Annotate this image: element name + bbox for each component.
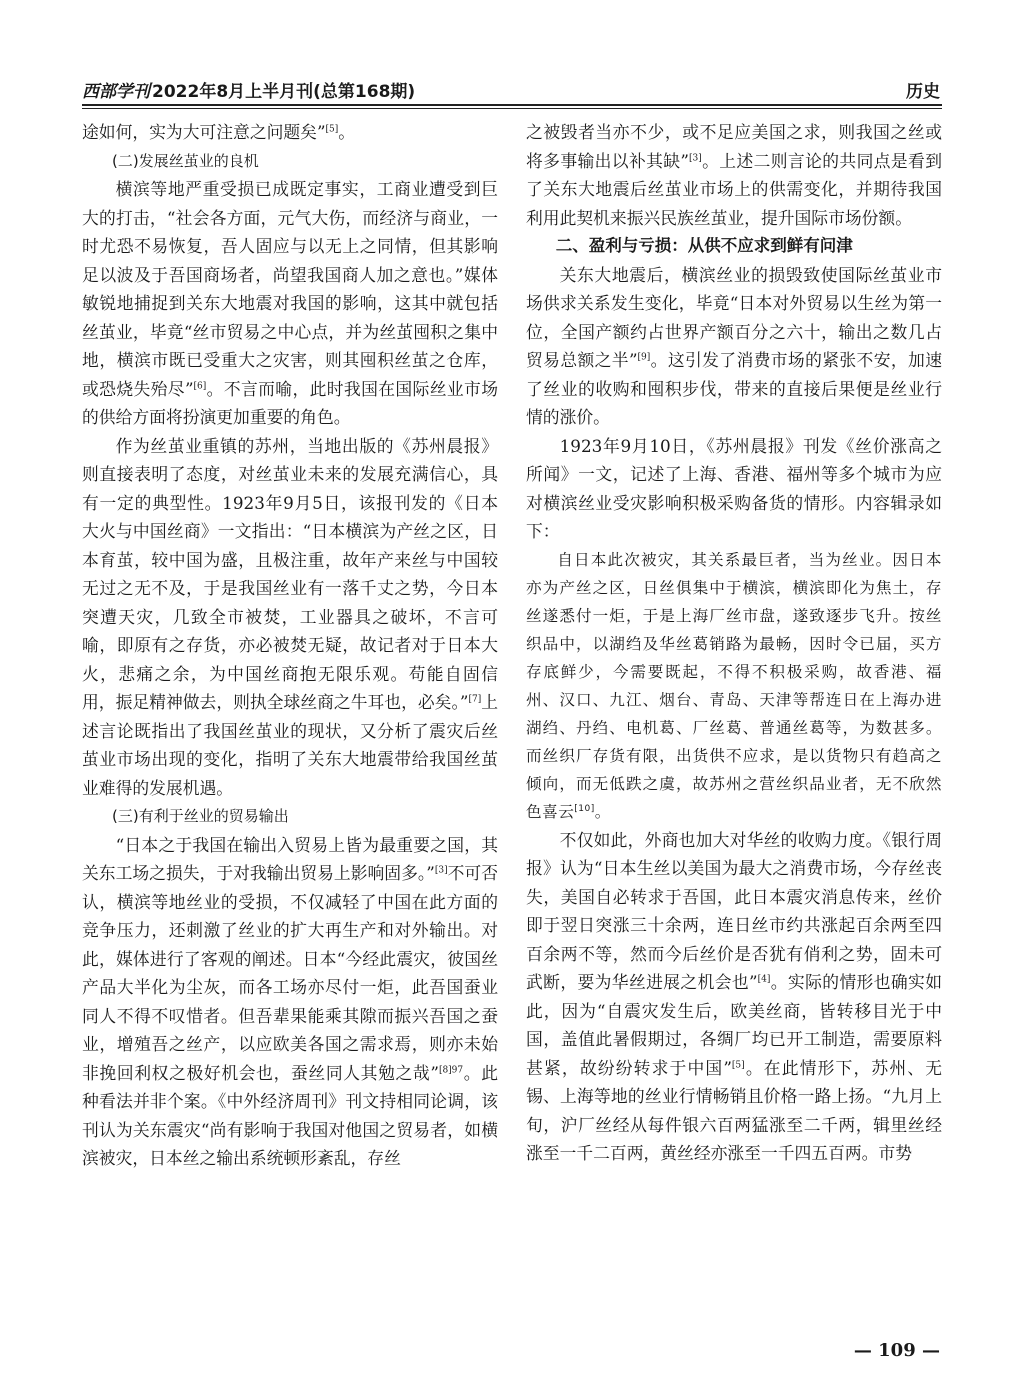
paragraph: 途如何，实为大可注意之问题矣”[5]。 <box>82 122 356 142</box>
section-heading: 二、盈利与亏损：从供不应求到鲜有问津 <box>555 236 853 255</box>
paragraph: 之被毁者当亦不少，或不足应美国之求，则我国之丝或将多事输出以补其缺”[3]。上述二则言论的共同点是看到了关东大地震后丝茧业市场上的供需变化，并期待我国利用此契机来振兴民族丝茧业，提升国际市场份额。 <box>526 122 942 228</box>
citation: [10] <box>574 803 595 814</box>
citation: [9] <box>637 352 651 363</box>
section-name: 历史 <box>906 82 940 102</box>
paragraph: 1923年9月10日，《苏州晨报》刊发《丝价涨高之所闻》一文，记述了上海、香港、福州等多个城市为应对横滨丝业受灾影响积极采购备货的情形。内容辑录如下： <box>526 435 942 541</box>
paragraph: 作为丝茧业重镇的苏州，当地出版的《苏州晨报》则直接表明了态度，对丝茧业未来的发展充满信心，具有一定的典型性。1923年9月5日，该报刊发的《日本大火与中国丝商》一文指出：“日本横滨为产丝之区，日本育茧，较中国为盛，且极注重，故年产来丝与中国较无过之无不及，于是我国丝业有一落千丈之势，今日本突遭天灾，几致全市被焚，工业器具之破坏，不言可喻，即原有之存货，亦必被焚无疑，故记者对于日本大火，悲痛之余，为中国丝商抱无限乐观。苟能自固信用，振足精神做去，则执全球丝商之牛耳也，必矣。”[7]上述言论既指出了我国丝茧业的现状，又分析了震灾后丝茧业市场出现的变化，指明了关东大地震带给我国丝茧业难得的发展机遇。 <box>82 435 498 798</box>
citation: [5] <box>325 124 339 135</box>
citation: [3] <box>434 865 448 876</box>
citation: [8]97 <box>438 1064 464 1075</box>
citation: [3] <box>689 152 702 163</box>
block-quote: 自日本此次被灾，其关系最巨者，当为丝业。因日本亦为产丝之区，日丝俱集中于横滨，横滨即化为焦土，存丝遂悉付一炬，于是上海厂丝市盘，遂致逐步飞升。按丝织品中，以湖绉及华丝葛销路为最畅，因时令已届，买方存底鲜少，今需要既起，不得不积极采购，故香港、福州、汉口、九江、烟台、青岛、天津等帮连日在上海办进湖绉、丹绉、电机葛、厂丝葛、普通丝葛等，为数甚多。而丝织厂存货有限，出货供不应求，是以货物只有趋高之倾向，而无低跌之虞，故苏州之营丝织品业者，无不欣然色喜云[10]。 <box>526 550 942 821</box>
journal-issue: 2022年8月上半月刊(总第168期) <box>152 82 416 102</box>
citation: [4] <box>757 974 771 985</box>
page-number: — 109 — <box>853 1340 940 1361</box>
journal-logo: 西部学刊 <box>82 82 150 102</box>
paragraph: 横滨等地严重受损已成既定事实，工商业遭受到巨大的打击，“社会各方面，元气大伤，而经济与商业，一时尤恐不易恢复，吾人固应与以无上之同情，但其影响足以波及于吾国商场者，尚望我国商人加之意也。”媒体敏锐地捕捉到关东大地震对我国的影响，这其中就包括丝茧业，毕竟“丝市贸易之中心点，并为丝茧囤积之集中地，横滨市既已受重大之灾害，则其囤积丝茧之仓库，或恐烧失殆尽”[6]。不言而喻，此时我国在国际丝业市场的供给方面将扮演更加重要的角色。 <box>82 179 498 427</box>
left-column <box>82 118 498 1173</box>
subsection-heading: (二)发展丝茧业的良机 <box>112 151 259 170</box>
paragraph: 关东大地震后，横滨丝业的损毁致使国际丝茧业市场供求关系发生变化，毕竟“日本对外贸易以生丝为第一位，全国产额约占世界产额百分之六十，输出之数几占贸易总额之半”[9]。这引发了消费市场的紧张不安，加速了丝业的收购和囤积步伐，带来的直接后果便是丝业行情的涨价。 <box>526 264 942 427</box>
paragraph: “日本之于我国在输出入贸易上皆为最重要之国，其关东工场之损失，于对我输出贸易上影响固多。”[3]不可否认，横滨等地丝业的受损，不仅减轻了中国在此方面的竞争压力，还刺激了丝业的扩大再生产和对外输出。对此，媒体进行了客观的阐述。日本“今经此震灾，彼国丝产品大半化为尘灰，而各工场亦尽付一炬，此吾国蚕业同人不得不叹惜者。但吾辈果能乘其隙而振兴吾国之蚕业，增殖吾之丝产，以应欧美各国之需求焉，则亦未始非挽回利权之极好机会也，蚕丝同人其勉之哉”$^{[8]97}$。此种看法并非个案。《中外经济周刊》刊文持相同论调，该刊认为关东震灾“尚有影响于我国对他国之贸易者，如横滨被灾，日本丝之输出系统顿形紊乱，存丝 <box>82 834 498 1168</box>
paragraph: 不仅如此，外商也加大对华丝的收购力度。《银行周报》认为“日本生丝以美国为最大之消费市场，今存丝丧失，美国自必转求于吾国，此日本震灾消息传来，丝价即于翌日突涨三十余两，连日丝市约共涨起百余两至四百余两不等，然而今后丝价是否犹有俏利之势，固未可武断，要为华丝进展之机会也”[4]。实际的情形也确实如此，因为“自震灾发生后，欧美丝商，皆转移目光于中国，盖值此暑假期过，各绸厂均已开工制造，需要原料甚紧，故纷纷转求于中国”[5]。在此情形下，苏州、无锡、上海等地的丝业行情畅销且价格一路上扬。“九月上旬，沪厂丝经从每件银六百两猛涨至二千两，辑里丝经涨至一千二百两，黄丝经亦涨至一千四五百两。市势 <box>526 829 942 1163</box>
header-rule-thick <box>82 104 942 106</box>
citation: [6] <box>193 380 207 391</box>
journal-title <box>82 77 415 102</box>
subsection-heading: (三)有利于丝业的贸易输出 <box>112 807 289 825</box>
running-header <box>82 72 942 102</box>
citation: [7] <box>468 694 482 705</box>
right-column <box>526 118 942 1168</box>
header-rule-thin <box>82 108 942 109</box>
citation: [5] <box>731 1059 745 1070</box>
